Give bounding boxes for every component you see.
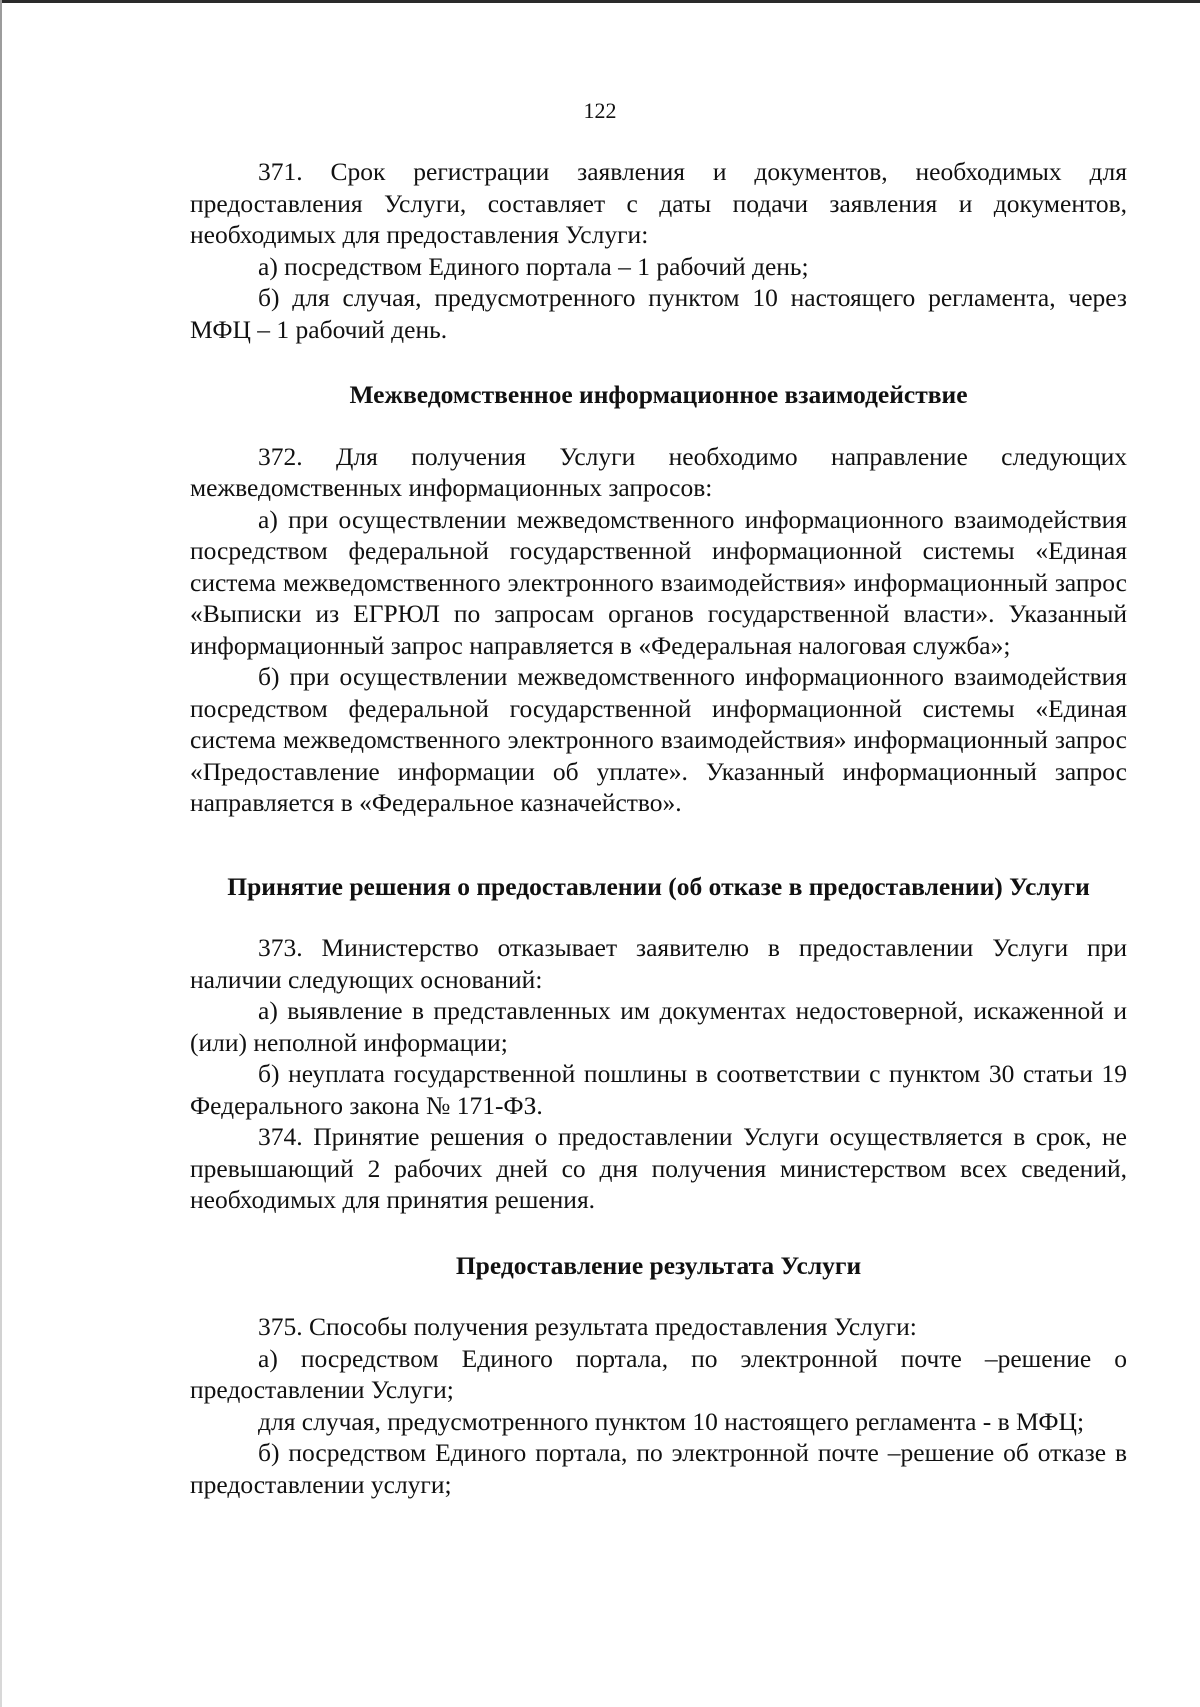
paragraph-371-b: б) для случая, предусмотренного пунктом 10 настоящего регламента, через МФЦ – 1 рабочий день. <box>190 283 1127 344</box>
section-heading-interagency: Межведомственное информационное взаимодействие <box>349 380 968 409</box>
section-heading-decision: Принятие решения о предоставлении (об отказе в предоставлении) Услуги <box>227 871 1090 901</box>
paragraph-371-a: а) посредством Единого портала – 1 рабочий день; <box>258 251 809 281</box>
document-body <box>190 156 1127 1500</box>
paragraph-372-a: а) при осуществлении межведомственного информационного взаимодействия посредством федеральной государственной информационной системы «Единая система межведомственного электронного взаимодействия» информационный запрос «Выписки из ЕГРЮЛ по запросам органов государственной власти». Указанный информационный запрос направляется в «Федеральная налоговая служба»; <box>190 504 1127 660</box>
paragraph-371: 371. Срок регистрации заявления и документов, необходимых для предоставления Услуги, составляет с даты подачи заявления и документов, необходимых для предоставления Услуги: <box>190 157 1127 249</box>
paragraph-375-a: а) посредством Единого портала, по электронной почте –решение о предоставлении Услуги; <box>190 1343 1127 1404</box>
paragraph-373: 373. Министерство отказывает заявителю в предоставлении Услуги при наличии следующих оснований: <box>190 933 1127 994</box>
paragraph-373-a: а) выявление в представленных им документах недостоверной, искаженной и (или) неполной информации; <box>190 996 1127 1057</box>
paragraph-373-b: б) неуплата государственной пошлины в соответствии с пунктом 30 статьи 19 Федерального закона № 171-ФЗ. <box>190 1059 1127 1120</box>
section-heading-result: Предоставление результата Услуги <box>455 1250 862 1280</box>
paragraph-375: 375. Способы получения результата предоставления Услуги: <box>258 1312 917 1341</box>
page-number: 122 <box>583 98 617 123</box>
paragraph-374: 374. Принятие решения о предоставлении Услуги осуществляется в срок, не превышающий 2 рабочих дней со дня получения министерством всех сведений, необходимых для принятия решения. <box>190 1122 1127 1214</box>
scan-left-edge <box>0 0 2 1707</box>
paragraph-375-b: б) посредством Единого портала, по электронной почте –решение об отказе в предоставлении услуги; <box>190 1438 1127 1499</box>
paragraph-372-b: б) при осуществлении межведомственного информационного взаимодействия посредством федеральной государственной информационной системы «Единая система межведомственного электронного взаимодействия» информационный запрос «Предоставление информации об уплате». Указанный информационный запрос направляется в «Федеральное казначейство». <box>190 662 1127 817</box>
paragraph-372: 372. Для получения Услуги необходимо направление следующих межведомственных информационных запросов: <box>190 441 1127 502</box>
scan-top-edge <box>0 0 1200 3</box>
paragraph-375-a-mfc: для случая, предусмотренного пунктом 10 настоящего регламента - в МФЦ; <box>258 1406 1085 1436</box>
